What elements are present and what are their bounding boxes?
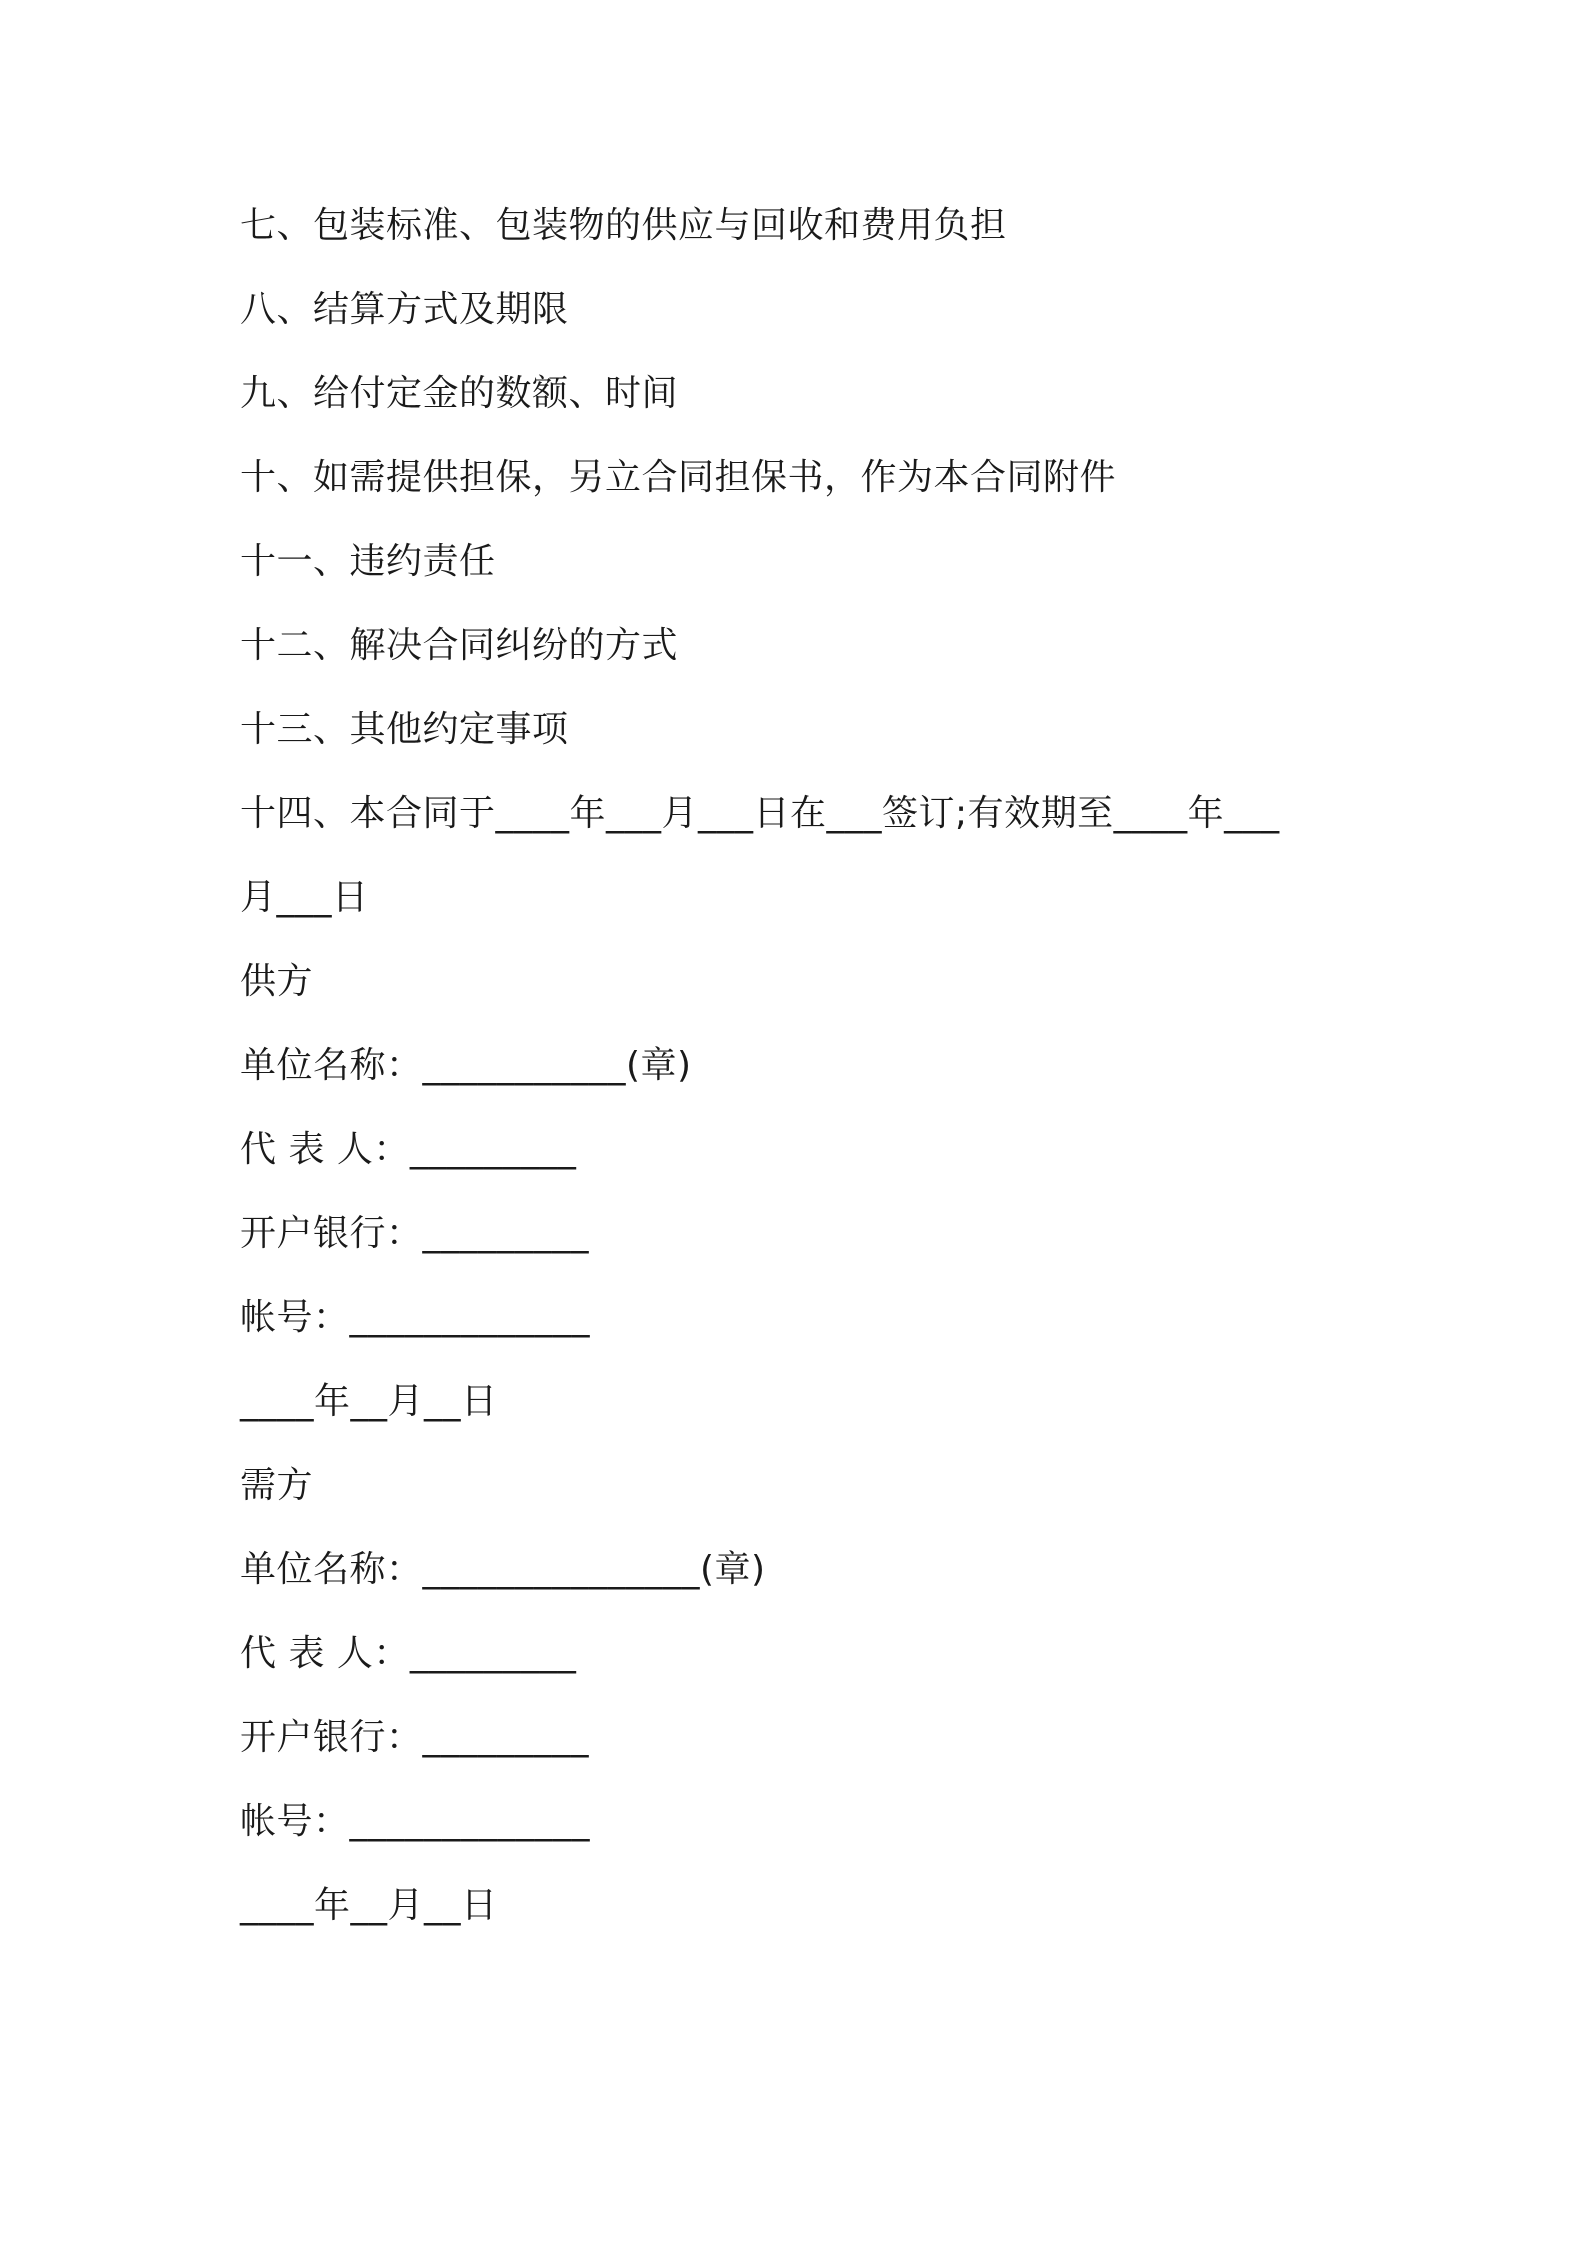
supplier-bank: 开户银行：_________ [240,1213,590,1254]
clause-8: 八、结算方式及期限 [240,289,569,330]
buyer-heading: 需方 [240,1465,314,1506]
supplier-date: ____年__月__日 [240,1381,498,1422]
document-body [240,196,1380,1960]
clause-14-continued: 月___日 [240,877,369,918]
buyer-bank: 开户银行：_________ [240,1717,590,1758]
clause-13: 十三、其他约定事项 [240,709,569,750]
buyer-representative: 代 表 人：_________ [240,1633,577,1674]
clause-9: 九、给付定金的数额、时间 [240,373,679,414]
clause-12: 十二、解决合同纠纷的方式 [240,625,679,666]
clause-7: 七、包装标准、包装物的供应与回收和费用负担 [240,205,1007,246]
buyer-date: ____年__月__日 [240,1885,498,1926]
clause-10: 十、如需提供担保，另立合同担保书，作为本合同附件 [240,457,1117,498]
supplier-account: 帐号：_____________ [240,1297,591,1338]
supplier-heading: 供方 [240,961,314,1002]
clause-11: 十一、违约责任 [240,541,496,582]
clause-14: 十四、本合同于____年___月___日在___签订;有效期至____年___ [240,793,1280,834]
supplier-company-name: 单位名称：___________(章) [240,1045,692,1086]
supplier-representative: 代 表 人：_________ [240,1129,577,1170]
buyer-company-name: 单位名称：_______________(章) [240,1549,766,1590]
buyer-account: 帐号：_____________ [240,1801,591,1842]
